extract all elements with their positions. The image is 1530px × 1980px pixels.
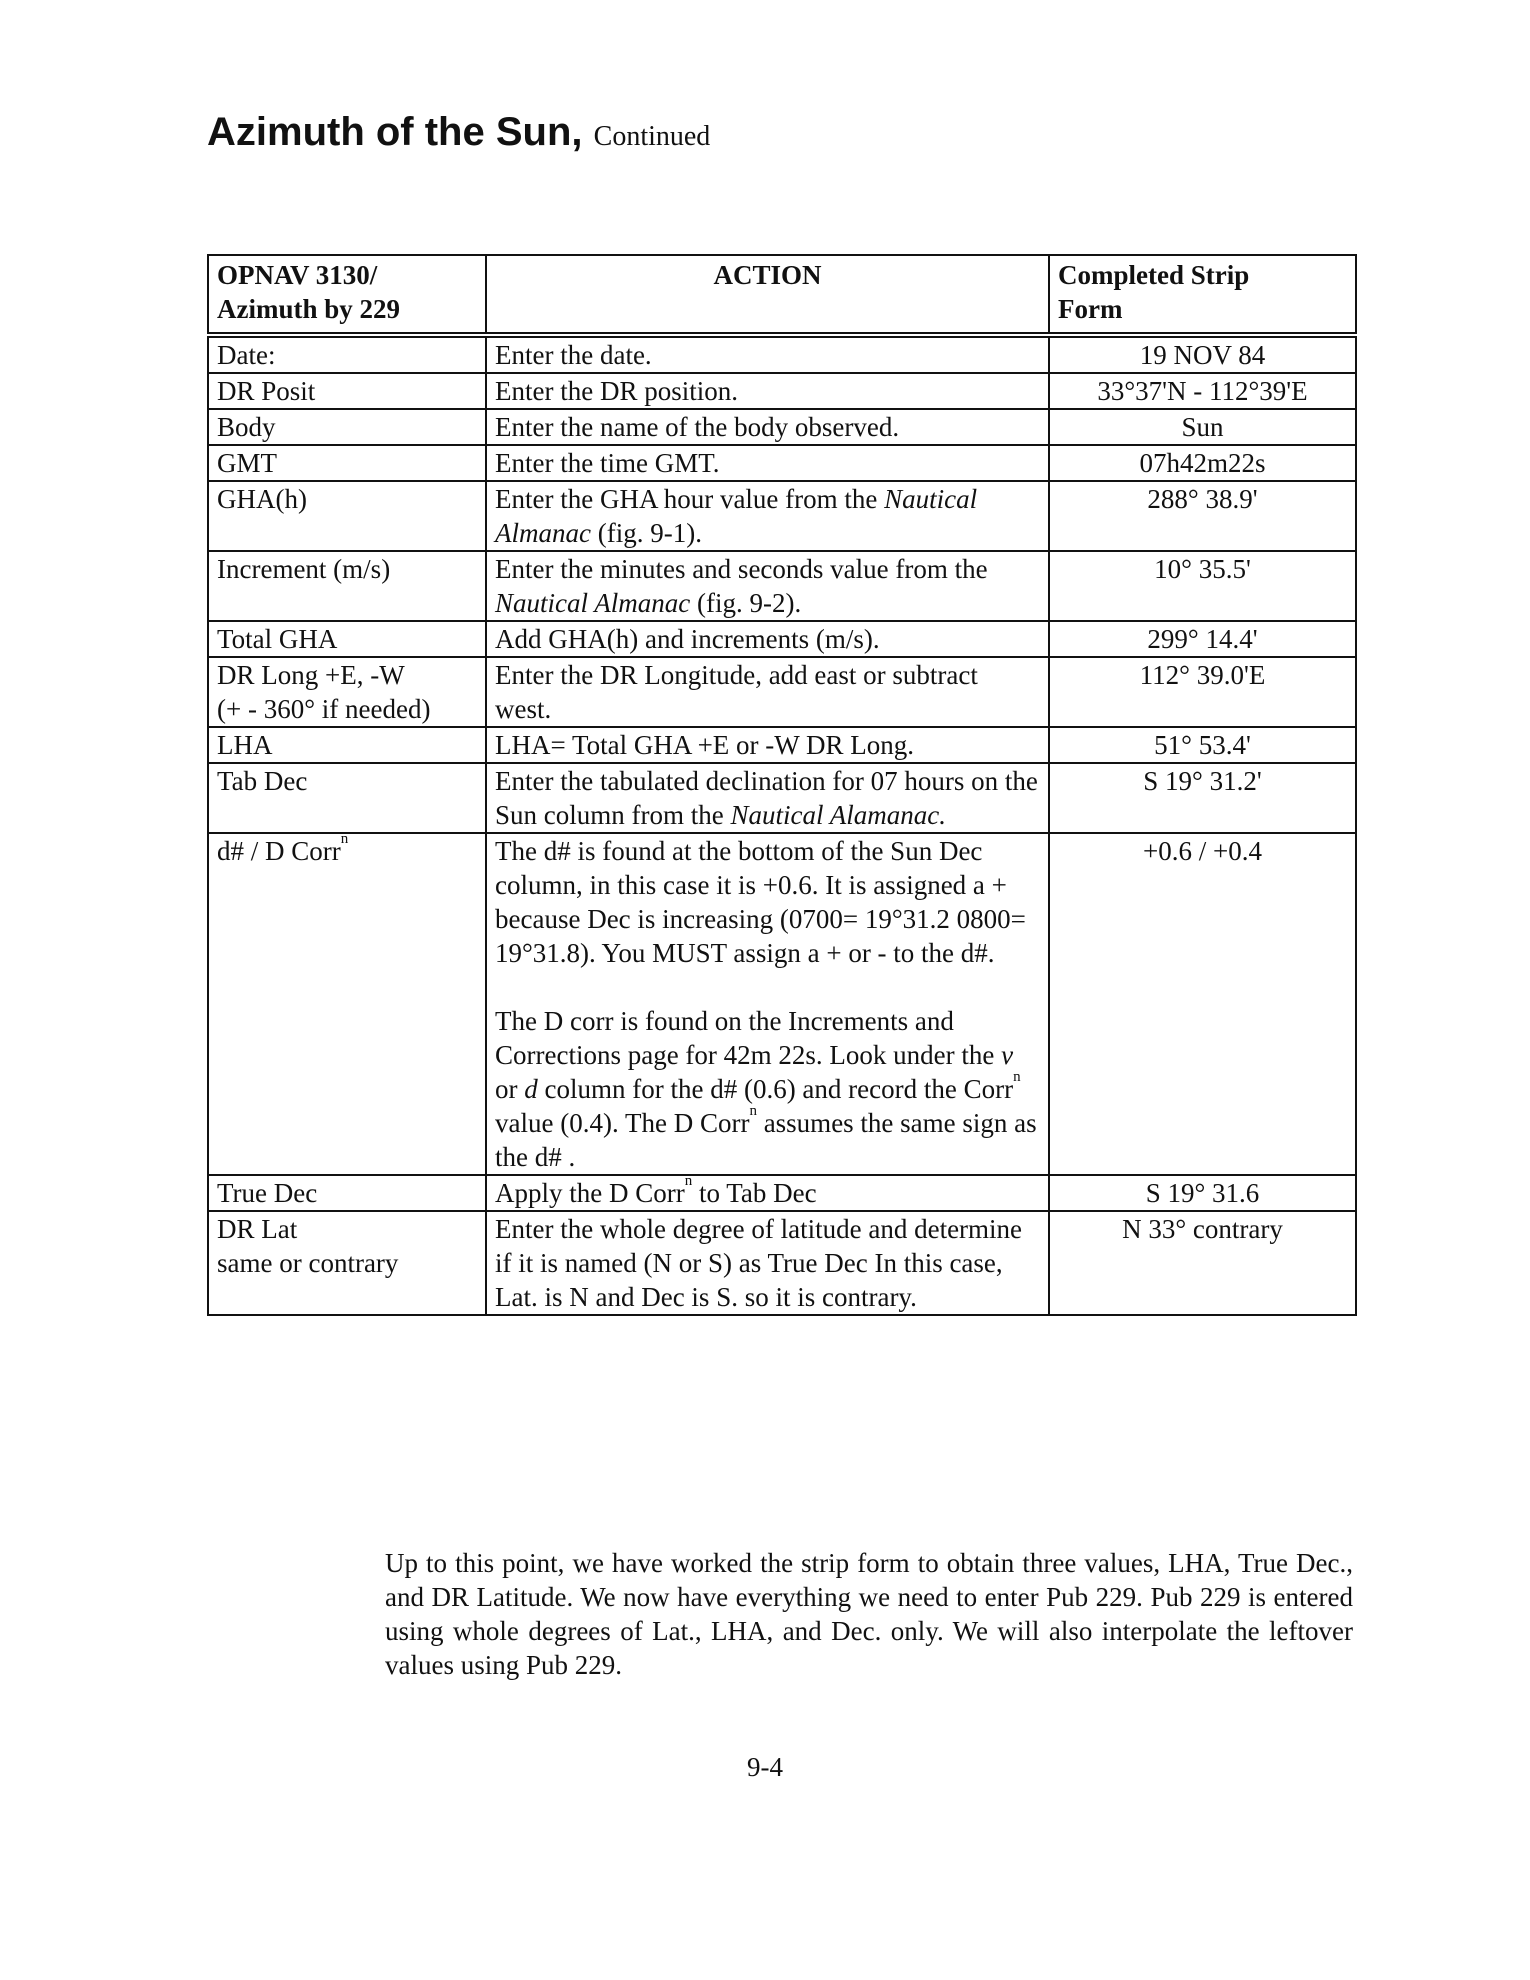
row-label: GHA(h) — [208, 481, 486, 551]
row-value: 10° 35.5' — [1049, 551, 1356, 621]
action-emphasis: Nautical Almanac — [495, 588, 691, 618]
page-number: 9-4 — [747, 1752, 783, 1782]
action-text: (fig. 9-2). — [697, 588, 802, 618]
row-value: S 19° 31.2' — [1049, 763, 1356, 833]
row-label — [208, 833, 486, 1175]
row-value: +0.6 / +0.4 — [1049, 833, 1356, 1175]
row-label: Total GHA — [208, 621, 486, 657]
header-completed-line2: Form — [1058, 294, 1123, 324]
table-row — [208, 373, 1356, 409]
row-action: Enter the whole degree of latitude and determine if it is named (N or S) as True Dec In this case, Lat. is N and Dec is S. so it is contrary. — [486, 1211, 1049, 1315]
action-text: assumes the same sign as the d# . — [495, 1108, 1037, 1172]
row-label: Body — [208, 409, 486, 445]
row-value: S 19° 31.6 — [1049, 1175, 1356, 1211]
table-row — [208, 335, 1356, 373]
table-row — [208, 727, 1356, 763]
row-label: LHA — [208, 727, 486, 763]
row-label: Increment (m/s) — [208, 551, 486, 621]
row-action — [486, 833, 1049, 1175]
table-row — [208, 833, 1356, 1175]
row-value: 19 NOV 84 — [1049, 335, 1356, 373]
summary-paragraph: Up to this point, we have worked the strip form to obtain three values, LHA, True Dec., and DR Latitude. We now have everything we need to enter Pub 229. Pub 229 is entered using whole degrees of Lat., LHA, and Dec. only. We will also interpolate the leftover values using Pub 229. — [385, 1548, 1353, 1680]
table-row — [208, 445, 1356, 481]
row-label: GMT — [208, 445, 486, 481]
row-action — [486, 481, 1049, 551]
action-text: value (0.4). The D Corr — [495, 1108, 750, 1138]
row-label — [208, 1211, 486, 1315]
table-row — [208, 1175, 1356, 1211]
table-row — [208, 1211, 1356, 1315]
row-action: Add GHA(h) and increments (m/s). — [486, 621, 1049, 657]
row-value: 33°37'N - 112°39'E — [1049, 373, 1356, 409]
row-label: DR Posit — [208, 373, 486, 409]
row-action: Enter the DR position. — [486, 373, 1049, 409]
action-text: Enter the minutes and seconds value from the — [495, 554, 988, 584]
header-completed — [1049, 255, 1356, 335]
label-text: d# / D Corr — [217, 836, 341, 866]
row-action: Enter the time GMT. — [486, 445, 1049, 481]
header-form-name — [208, 255, 486, 335]
label-line: same or contrary — [217, 1248, 399, 1278]
row-action: LHA= Total GHA +E or -W DR Long. — [486, 727, 1049, 763]
row-value: Sun — [1049, 409, 1356, 445]
action-paragraph-1: The d# is found at the bottom of the Sun Dec column, in this case it is +0.6. It is assigned a + because Dec is increasing (0700= 19°31.2 0800= 19°31.8). You MUST assign a + or - to the d#. — [495, 836, 1026, 968]
row-value: 288° 38.9' — [1049, 481, 1356, 551]
action-emphasis: Nautical Almanac — [495, 484, 978, 548]
page-title — [207, 106, 710, 163]
action-superscript: n — [1013, 1069, 1021, 1085]
action-text: Enter the GHA hour value from the — [495, 484, 878, 514]
label-line: DR Long +E, -W — [217, 660, 405, 690]
action-emphasis: v — [1001, 1040, 1014, 1070]
row-label: True Dec — [208, 1175, 486, 1211]
page-title-suffix: Continued — [593, 121, 711, 152]
action-emphasis: Nautical Alamanac. — [730, 800, 946, 830]
action-superscript: n — [749, 1103, 757, 1119]
table-row — [208, 621, 1356, 657]
action-emphasis: d — [524, 1074, 538, 1104]
page-title-main: Azimuth of the Sun, — [207, 110, 583, 154]
header-action: ACTION — [486, 255, 1049, 335]
row-label: Date: — [208, 335, 486, 373]
label-superscript: n — [340, 831, 349, 847]
header-form-line1: OPNAV 3130/ — [217, 260, 378, 290]
row-action — [486, 551, 1049, 621]
row-action — [486, 763, 1049, 833]
row-value: 07h42m22s — [1049, 445, 1356, 481]
table-row — [208, 481, 1356, 551]
row-label: Tab Dec — [208, 763, 486, 833]
action-text: column for the d# (0.6) and record the Corr — [544, 1074, 1014, 1104]
label-line: DR Lat — [217, 1214, 298, 1244]
action-text: to Tab Dec — [698, 1178, 817, 1208]
label-line: (+ - 360° if needed) — [217, 694, 431, 724]
action-text: The D corr is found on the Increments and Corrections page for 42m 22s. Look under the — [495, 1006, 995, 1070]
table-header-row — [208, 255, 1356, 335]
row-label — [208, 657, 486, 727]
table-row — [208, 763, 1356, 833]
row-value: 112° 39.0'E — [1049, 657, 1356, 727]
header-completed-line1: Completed Strip — [1058, 260, 1250, 290]
table-row — [208, 409, 1356, 445]
table-row — [208, 657, 1356, 727]
row-action — [486, 1175, 1049, 1211]
action-superscript: n — [684, 1173, 693, 1189]
row-value: 299° 14.4' — [1049, 621, 1356, 657]
action-text: or — [495, 1074, 518, 1104]
row-action: Enter the date. — [486, 335, 1049, 373]
strip-form-table — [207, 254, 1357, 1316]
table-row — [208, 551, 1356, 621]
action-text: Enter the tabulated declination for 07 hours on the Sun column from the — [495, 766, 1038, 830]
row-action: Enter the name of the body observed. — [486, 409, 1049, 445]
row-action: Enter the DR Longitude, add east or subtract west. — [486, 657, 1049, 727]
action-text: Apply the D Corr — [495, 1178, 685, 1208]
header-form-line2: Azimuth by 229 — [217, 294, 401, 324]
row-value: 51° 53.4' — [1049, 727, 1356, 763]
row-value: N 33° contrary — [1049, 1211, 1356, 1315]
action-text: (fig. 9-1). — [597, 518, 702, 548]
